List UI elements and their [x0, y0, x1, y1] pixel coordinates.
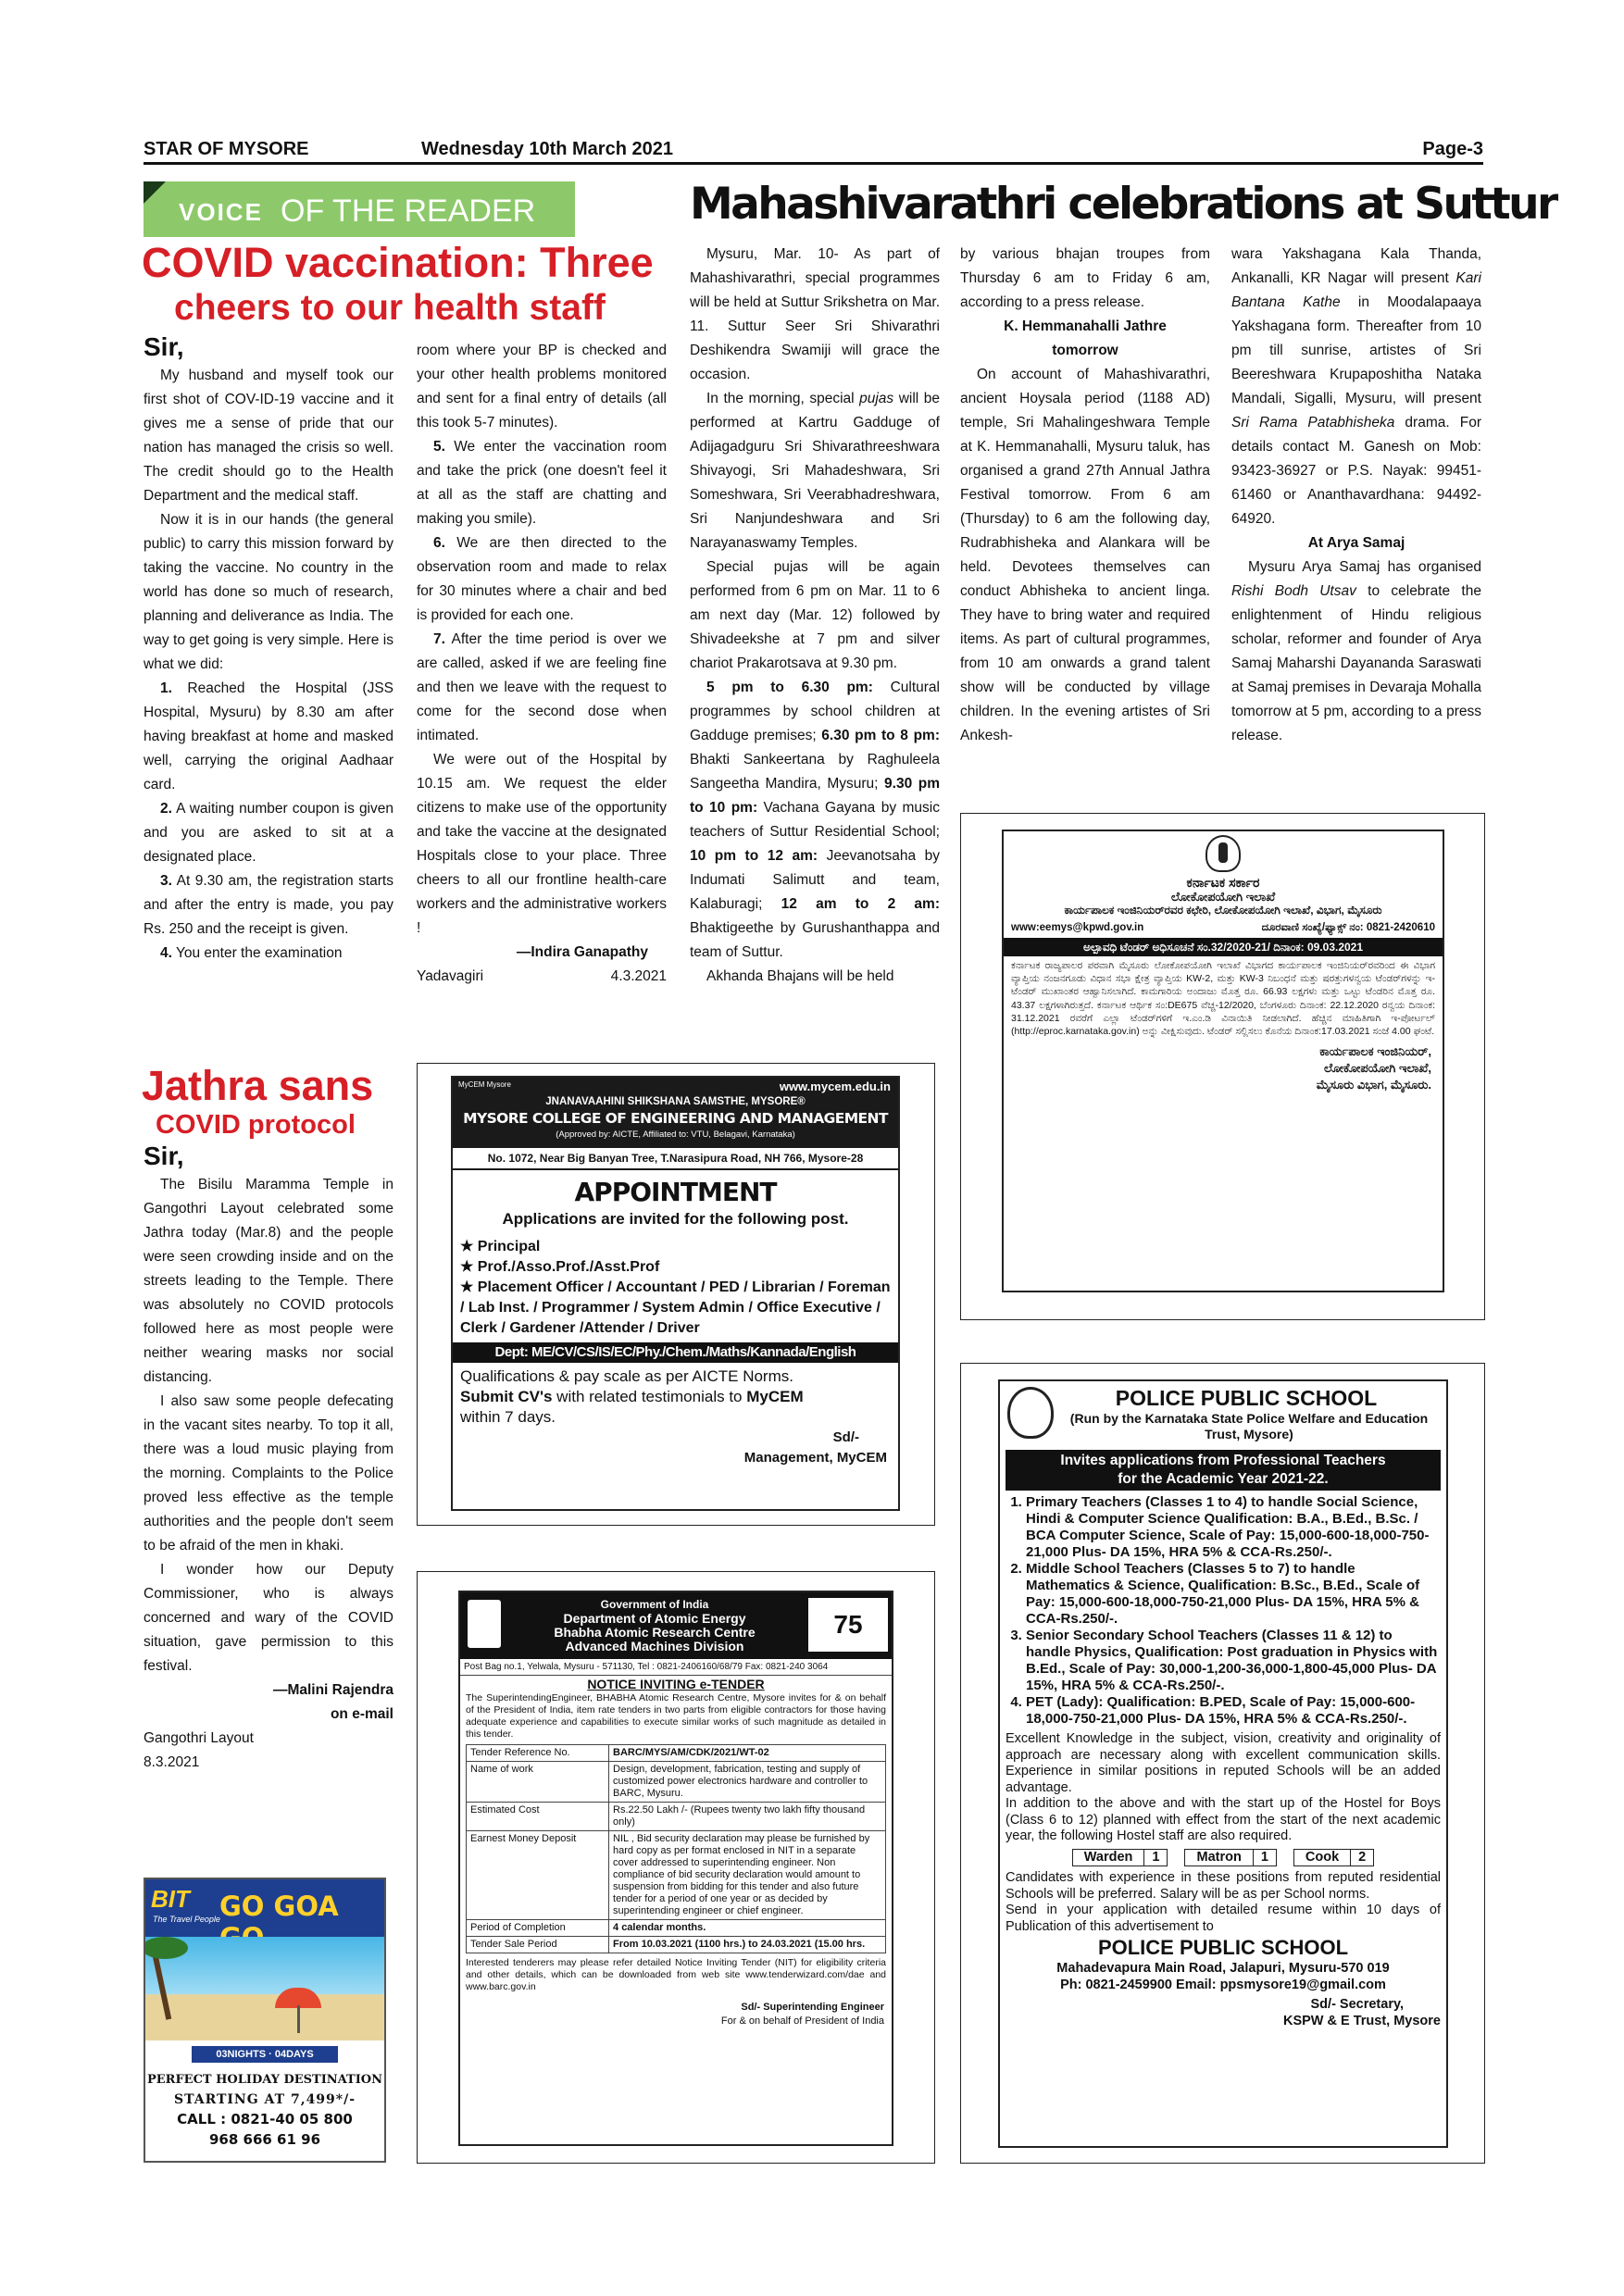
mycem-subheading: Applications are invited for the following post.	[502, 1210, 849, 1228]
covid-para: We were out of the Hospital by 10.15 am. We request the elder citizens to make use of the opportunity and take the vaccine at the designated Hospitals close to your place. Three cheers to all our frontline health-care workers and the administrative workers !	[417, 752, 667, 936]
pps-position: 2. Middle School Teachers (Classes 5 to 7) to handle Mathematics & Science, Qualification: B.Sc., B.Ed., Scale of Pay: 15,000-600-18,000-750-21,000 Plus- DA 15%, HRA 5% & CCA-Rs.250/-.	[1026, 1561, 1441, 1628]
paper-name: STAR OF MYSORE	[144, 139, 309, 159]
mycem-heading: APPOINTMENT	[574, 1177, 777, 1207]
suttur-col1	[690, 243, 940, 989]
masthead	[144, 137, 1483, 165]
pps-positions	[1006, 1494, 1441, 1728]
hostel-post: Matron 1	[1184, 1849, 1276, 1867]
pps-phone: Ph: 0821-2459900 Email: ppsmysore19@gmail.com	[1060, 1977, 1386, 1992]
jathra-para: I wonder how our Deputy Commissioner, who is always concerned and wary of the COVID situation, gave permission to this festival.	[144, 1562, 394, 1674]
table-row: Name of work Design, development, fabrication, testing and supply of customized power electronics hardware and controller to BARC, Mysuru.	[467, 1762, 886, 1803]
pwd-phone: ದೂರವಾಣಿ ಸಂಖ್ಯೆ/ಫ್ಯಾಕ್ಸ್ ನಂ: 0821-2420610	[1261, 922, 1435, 933]
table-row: Earnest Money Deposit NIL , Bid security declaration may please be furnished by hard copy as per format enclosed in NIT in a separate cover addressed to superintending engineer. Non compliance of bid security declaration would amount to suspension from bidding for this tender and also future tender for a period of one year or as decided by superintending engineer or chief engineer.	[467, 1831, 886, 1920]
barc-tender-table	[466, 1744, 886, 1953]
barc-intro: The SuperintendingEngineer, BHABHA Atomic Research Centre, Mysore invites for & on behalf of the President of India, item rate tenders in two parts from eligible contractors for those having adequate experience and capabilities to execute similar works of such magnitude as detailed in this tender.	[466, 1692, 886, 1740]
pps-address: Mahadevapura Main Road, Jalapuri, Mysuru-570 019	[1056, 1961, 1390, 1976]
bit-go-goa: GO GOA	[219, 1890, 339, 1922]
voice-banner	[144, 181, 575, 237]
mycem-post: ★ Prof./Asso.Prof./Asst.Prof	[460, 1259, 660, 1275]
pps-hostel-staff	[1006, 1849, 1441, 1867]
covid-step: 7. After the time period is over we are called, asked if we are feeling fine and then we leave with the request to come for the second dose when intimated.	[417, 631, 667, 743]
jathra-place: Gangothri Layout	[144, 1730, 254, 1746]
pwd-dept: ಲೋಕೋಪಯೋಗಿ ಇಲಾಖೆ	[1170, 890, 1276, 904]
hostel-post: Cook 2	[1293, 1849, 1374, 1867]
covid-letter-col1	[144, 332, 394, 966]
barc-post: Post Bag no.1, Yelwala, Mysuru - 571130, Tel : 0821-2406160/68/79 Fax: 0821-240 3064	[460, 1659, 892, 1676]
pps-name-footer: POLICE PUBLIC SCHOOL	[1097, 1936, 1349, 1959]
pwd-email: www:eemys@kpwd.gov.in	[1011, 922, 1144, 933]
mycem-appointment-ad	[451, 1076, 900, 1511]
mycem-address: No. 1072, Near Big Banyan Tree, T.Narasipura Road, NH 766, Mysore-28	[453, 1148, 898, 1168]
mycem-trust: JNANAVAAHINI SHIKSHANA SAMSTHE, MYSORE®	[545, 1096, 806, 1107]
bit-price: STARTING AT 7,499*/-	[173, 2092, 356, 2107]
suttur-para: Akhanda Bhajans will be held	[706, 968, 894, 984]
pps-recruitment-ad	[998, 1379, 1448, 2148]
mycem-college: MYSORE COLLEGE OF ENGINEERING AND MANAGEMENT	[463, 1110, 888, 1127]
covid-headline-2: cheers to our health staff	[174, 288, 606, 328]
jathra-headline	[142, 1063, 392, 1141]
bit-promo: PERFECT HOLIDAY DESTINATION	[146, 2073, 383, 2087]
barc-header	[460, 1592, 892, 1659]
mycem-logo: MyCEM Mysore	[458, 1080, 511, 1089]
jathra-salutation: Sir,	[144, 1142, 184, 1170]
suttur-headline: Mahashivarathri celebrations at Suttur	[690, 179, 1556, 230]
covid-para: room where your BP is checked and your other health problems monitored and sent for a final entry of details (all this took 5-7 minutes).	[417, 343, 667, 430]
banner-corner	[144, 181, 166, 204]
pps-crest-icon	[1007, 1387, 1054, 1439]
table-row: Estimated Cost Rs.22.50 Lakh /- (Rupees twenty two lakh fifty thousand only)	[467, 1803, 886, 1831]
umbrella-pole-icon	[297, 2005, 300, 2033]
mycem-submit: Submit CV's with related testimonials to MyCEM	[460, 1388, 804, 1405]
pps-position: 4. PET (Lady): Qualification: B.PED, Scale of Pay: 15,000-600-18,000-750-21,000 Plus- DA 15%, HRA 5% & CCA-Rs.250/-.	[1026, 1694, 1441, 1728]
hemmanahalli-subhead: K. Hemmanahalli Jathre tomorrow	[1004, 318, 1167, 358]
bit-header	[145, 1879, 384, 1937]
hemmanahalli-para: On account of Mahashivarathri, ancient Hoysala period (1188 AD) temple, Sri Mahalingeshwara Temple at K. Hemmanahalli, Mysuru taluk, has organised a grand 27th Annual Jathra Festival tomorrow. From 6 am (Thursday) to 6 am the following day, Rudrabhisheka and Alankara will be held. Devotees themselves can conduct Abhisheka to ancient linga. They have to bring water and required items. As part of cultural programmes, from 10 am onwards a grand talent show will be conducted by village children. In the evening artistes of Sri Ankesh-	[960, 367, 1210, 743]
issue-date: Wednesday 10th March 2021	[421, 139, 673, 159]
covid-para: My husband and myself took our first shot of COV-ID-19 vaccine and it gives me a sense of pride that our nation has managed the crisis so well. The credit should go to the Health Department and the medical staff.	[144, 368, 394, 504]
barc-tender-ad	[458, 1591, 893, 2146]
suttur-schedule: 5 pm to 6.30 pm: Cultural programmes by school children at Gadduge premises; 6.30 pm to 8 pm: Bhakti Sankeertana by Raghuleela Sangeetha Mandira, Mysuru; 9.30 pm to 10 pm: Vachana Gayana by music teachers of Suttur Residential School; 10 pm to 12 am: Jeevanotsaha by Indumati Salimutt and team, Kalaburagi; 12 am to 2 am: Bhaktigeethe by Gurushanthappa and team of Suttur.	[690, 680, 941, 960]
bit-travel-ad	[144, 1878, 386, 2163]
barc-notice-title: NOTICE INVITING e-TENDER	[587, 1677, 765, 1691]
covid-para: Now it is in our hands (the general public) to carry this mission forward by taking the vaccine. No country in the world has done so much of research, planning and deliverance as India. The way to get going is very simple. Here is what we did:	[144, 512, 394, 672]
anniversary-badge-icon: 75	[808, 1598, 888, 1652]
yakshagana-para: wara Yakshagana Kala Thanda, Ankanalli, KR Nagar will present Kari Bantana Kathe in Moodalapaaya Yakshagana form. Thereafter from 10 pm till sunrise, artistes of Sri Beereshwara Krupaposhitha Nataka Mandali, Sigalli, Mysuru, will present Sri Rama Patabhisheka drama. For details contact M. Ganesh on Mob: 93423-36927 or P.S. Nayak: 99451-61460 or Ananthavardhana: 94492-64920.	[1231, 246, 1482, 527]
voice-label-rest: OF THE READER	[281, 193, 536, 229]
suttur-para: Mysuru, Mar. 10- As part of Mahashivarathri, special programmes will be held at Suttur Srikshetra on Mar. 11. Suttur Seer Sri Shivarathri Deshikendra Swamiji will grace the occasion.	[690, 246, 940, 382]
pps-sign: Sd/- Secretary, KSPW & E Trust, Mysore	[1282, 1997, 1441, 2028]
arya-samaj-subhead: At Arya Samaj	[1307, 535, 1405, 551]
mycem-depts: Dept: ME/CV/CS/IS/EC/Phy./Chem./Maths/Kannada/English	[453, 1342, 898, 1363]
covid-step: 6. We are then directed to the observation room and made to relax for 30 minutes where a chair and bed is provided for each one.	[417, 535, 667, 623]
suttur-col3	[1231, 243, 1481, 748]
pps-para: In addition to the above and with the start up of the Hostel for Boys (Class 6 to 12) planned with effect from the start of the next academic year, the following Hostel staff are also required.	[1006, 1796, 1441, 1843]
mycem-qualification: Qualifications & pay scale as per AICTE Norms.	[460, 1367, 793, 1385]
jathra-signature: —Malini Rajendra	[272, 1682, 394, 1698]
pps-position: 3. Senior Secondary School Teachers (Classes 11 & 12) to handle Physics, Qualification: Post graduation in Physics with B.Ed., Scale of Pay: 30,000-1,200-36,000-1,800-45,000 Plus- DA 15%, HRA 5% & CCA-Rs.250/-.	[1026, 1628, 1441, 1694]
mycem-approved: (Approved by: AICTE, Affiliated to: VTU, Belagavi, Karnataka)	[556, 1129, 795, 1140]
pwd-signature: ಕಾರ್ಯಪಾಲಕ ಇಂಜಿನಿಯರ್, ಲೋಕೋಪಯೋಗಿ ಇಲಾಖೆ, ಮೈಸೂರು ವಿಭಾಗ, ಮೈಸೂರು.	[1316, 1044, 1431, 1092]
covid-step: 3. At 9.30 am, the registration starts and after the entry is made, you pay Rs. 250 and the receipt is given.	[144, 873, 394, 937]
suttur-para: In the morning, special pujas will be performed at Kartru Gadduge of Adijagadguru Sri Shivarathreeshwara Shivayogi, Sri Mahadeshwara, Sri Someshwara, Sri Veerabhadreshwara, Sri Nanjundeshwara and Sri Narayanaswamy Temples.	[690, 391, 940, 551]
pps-name: POLICE PUBLIC SCHOOL	[1115, 1386, 1378, 1410]
barc-titles: Government of India Department of Atomic Energy Bhabha Atomic Research Centre Advanced Machines Division	[554, 1598, 756, 1653]
covid-sign-line: Yadavagiri 4.3.2021	[417, 968, 667, 984]
pps-para: Candidates with experience in these positions from reputed residential Schools will be preferred. Salary will be as per School norms.	[1006, 1870, 1441, 1902]
bit-nights: 03NIGHTS · 04DAYS	[192, 2046, 338, 2063]
mycem-website: www.mycem.edu.in	[779, 1079, 891, 1093]
barc-sign: Sd/- Superintending Engineer For & on behalf of President of India	[720, 2002, 884, 2027]
covid-step: 5. We enter the vaccination room and take the prick (one doesn't feel it at all as the staff are chatting and making you smile).	[417, 439, 667, 527]
jathra-para: I also saw some people defecating in the vacant sites nearby. To top it all, there was a loud music playing from the morning. Complaints to the Police proved less effective as the temple authorities and the people don't seem to be afraid of the men in khaki.	[144, 1393, 394, 1554]
mycem-post: ★ Principal	[460, 1239, 541, 1254]
covid-step: 1. Reached the Hospital (JSS Hospital, Mysuru) by 8.30 am after having breakfast at home and masked well, carrying the original Aadhaar card.	[144, 680, 394, 792]
mycem-sign: Sd/- Management, MyCEM	[743, 1429, 887, 1466]
mycem-post: ★ Placement Officer / Accountant / PED / Librarian / Foreman / Lab Inst. / Programmer / System Admin / Office Executive / Clerk / Gardener /Attender / Driver	[460, 1279, 891, 1336]
covid-step: 4. You enter the examination	[160, 945, 343, 961]
voice-label: VOICE	[179, 198, 263, 226]
jathra-letter	[144, 1144, 394, 1775]
page-number: Page-3	[1422, 139, 1483, 159]
pps-para: Excellent Knowledge in the subject, vision, creativity and originality of approach are necessary along with excellent communication skills. Experience in similar positions in reputed Schools will be an added advantage.	[1006, 1731, 1441, 1795]
beach-image	[145, 1937, 384, 2040]
arya-samaj-para: Mysuru Arya Samaj has organised Rishi Bodh Utsav to celebrate the enlightenment of Hindu religious scholar, reformer and founder of Arya Samaj Maharshi Dayananda Saraswati at Samaj premises in Devaraja Mohalla tomorrow at 5 pm, according to a press release.	[1231, 559, 1481, 743]
pwd-tender-ad	[1002, 830, 1444, 1292]
table-row: Tender Sale Period From 10.03.2021 (1100 hrs.) to 24.03.2021 (15.00 hrs.	[467, 1937, 886, 1953]
covid-signature: —Indira Ganapathy	[516, 944, 648, 960]
pwd-notice-bar: ಅಲ್ಪಾವಧಿ ಟೆಂಡರ್ ಅಧಿಸೂಚನೆ ಸಂ.32/2020-21/ ದಿನಾಂಕ: 09.03.2021	[1004, 938, 1443, 956]
jathra-via: on e-mail	[330, 1706, 394, 1722]
karnataka-emblem-icon	[1206, 835, 1241, 872]
palm-leaves-icon	[144, 1937, 188, 1959]
emblem-icon	[468, 1600, 501, 1648]
pwd-contact	[1011, 921, 1435, 935]
covid-headline	[142, 239, 669, 330]
covid-letter-col2	[417, 339, 667, 989]
pps-para: Send in your application with detailed resume within 10 days of Publication of this advertisement to	[1006, 1903, 1441, 1934]
pwd-office: ಕಾರ್ಯಪಾಲಕ ಇಂಜಿನಿಯರ್‌ರವರ ಕಛೇರಿ, ಲೋಕೋಪಯೋಗಿ ಇಲಾಖೆ, ವಿಭಾಗ, ಮೈಸೂರು	[1064, 904, 1382, 917]
barc-footer: Interested tenderers may please refer detailed Notice Inviting Tender (NIT) for eligibility criteria and other details, which can be downloaded from web site www.tenderwizard.com/dae and www.barc.gov.in	[466, 1957, 886, 1992]
bit-logo: BIT	[151, 1885, 190, 1913]
pps-position: 1. Primary Teachers (Classes 1 to 4) to handle Social Science, Hindi & Computer Science Qualification: B.A., B.Ed., B.Sc. / BCA Computer Science, Scale of Pay: 15,000-600-18,000-750-21,000 Plus- DA 15%, HRA 5% & CCA-Rs.250/-.	[1026, 1494, 1441, 1561]
mycem-deadline: within 7 days.	[460, 1408, 556, 1426]
jathra-para: The Bisilu Maramma Temple in Gangothri Layout celebrated some Jathra today (Mar.8) and the people were seen crowding inside and on the streets leading to the Temple. There was absolutely no COVID protocols followed here as most people were neither wearing masks nor social distancing.	[144, 1177, 394, 1385]
bit-call: CALL : 0821-40 05 800	[177, 2111, 353, 2128]
table-row: Period of Completion 4 calendar months.	[467, 1920, 886, 1937]
covid-step: 2. A waiting number coupon is given and you are asked to sit at a designated place.	[144, 801, 394, 865]
bit-call-2: 968 666 61 96	[208, 2131, 321, 2148]
pwd-body: ಕರ್ನಾಟಕ ರಾಜ್ಯಪಾಲರ ಪರವಾಗಿ ಮೈಸೂರು ಲೋಕೋಪಯೋಗಿ ಇಲಾಖೆ ವಿಭಾಗದ ಕಾರ್ಯಪಾಲಕ ಇಂಜಿನಿಯರ್‌ರವರಿಂದ ಈ ವಿಭಾಗ ವ್ಯಾಪ್ತಿಯ ನಂಜನಗೂಡು ವಿಧಾನ ಸಭಾ ಕ್ಷೇತ್ರ ವ್ಯಾಪ್ತಿಯ KW-2, ಮತ್ತು KW-3 ನಿಬಂಧನೆ ಮತ್ತು ಷರತ್ತುಗಳನ್ವಯ ಟೆಂಡರ್‌ಗಳನ್ನು ಇ-ಟೆಂಡರ್ ಮುಖಾಂತರ ಆಹ್ವಾನಿಸಲಾಗಿದೆ. ಕಾಮಗಾರಿಯ ಅಂದಾಜು ಮೊತ್ತ ರೂ. 66.93 ಲಕ್ಷಗಳು ಮತ್ತು ಒಟ್ಟು ಟೆಂಡರಿನ ಮೊತ್ತ ರೂ. 43.37 ಲಕ್ಷಗಳಾಗಿರುತ್ತದೆ. ಕರ್ನಾಟಕ ಆರ್ಥಿಕ ಸಂ:DE675 ವೆಚ್ಚ-12/2020, ಬೆಂಗಳೂರು ದಿನಾಂಕ: 22.12.2020 ರನ್ವಯ ದಿನಾಂಕ: 31.12.2021 ರವರೆಗೆ ಎಲ್ಲಾ ಟೆಂಡರ್‌ಗಳಿಗೆ ಇ.ಎಂ.ಡಿ ವಿನಾಯಿತಿ ನೀಡಲಾಗಿದೆ. ಹೆಚ್ಚಿನ ಮಾಹಿತಿಗಾಗಿ ಇ-ಪೋರ್ಟಲ್ (http://eproc.karnataka.gov.in) ಅನ್ನು ವೀಕ್ಷಿಸುವುದು. ಟೆಂಡರ್ ಸಲ್ಲಿಸಲು ಕೊನೆಯ ದಿನಾಂಕ:17.03.2021 ಸಂಜೆ 4.00 ಘಂಟೆ.	[1011, 960, 1435, 1038]
covid-salutation: Sir,	[144, 332, 184, 361]
suttur-para: by various bhajan troupes from Thursday 6 am to Friday 6 am, according to a press release.	[960, 246, 1210, 310]
mycem-header	[453, 1078, 898, 1170]
suttur-col2	[960, 243, 1210, 748]
bit-footer	[145, 2070, 384, 2150]
covid-headline-1: COVID vaccination: Three	[142, 239, 654, 286]
pps-invite: Invites applications from Professional Teachers for the Academic Year 2021-22.	[1006, 1450, 1441, 1491]
hostel-post: Warden 1	[1072, 1849, 1168, 1867]
jathra-headline-2: COVID protocol	[156, 1110, 356, 1140]
suttur-para: Special pujas will be again performed from 6 pm on Mar. 11 to 6 am next day (Mar. 12) followed by Shivadeekshe at 7 pm and silver chariot Prakarotsava at 9.30 pm.	[690, 559, 940, 671]
jathra-date: 8.3.2021	[144, 1754, 200, 1770]
pwd-govt: ಕರ್ನಾಟಕ ಸರ್ಕಾರ	[1186, 875, 1260, 890]
table-row: Tender Reference No. BARC/MYS/AM/CDK/2021/WT-02	[467, 1745, 886, 1762]
bit-tagline: The Travel People	[153, 1915, 220, 1924]
pps-run-by: (Run by the Karnataka State Police Welfare and Education Trust, Mysore)	[1069, 1411, 1429, 1441]
jathra-headline-1: Jathra sans	[142, 1062, 374, 1109]
mycem-posts	[460, 1237, 891, 1339]
